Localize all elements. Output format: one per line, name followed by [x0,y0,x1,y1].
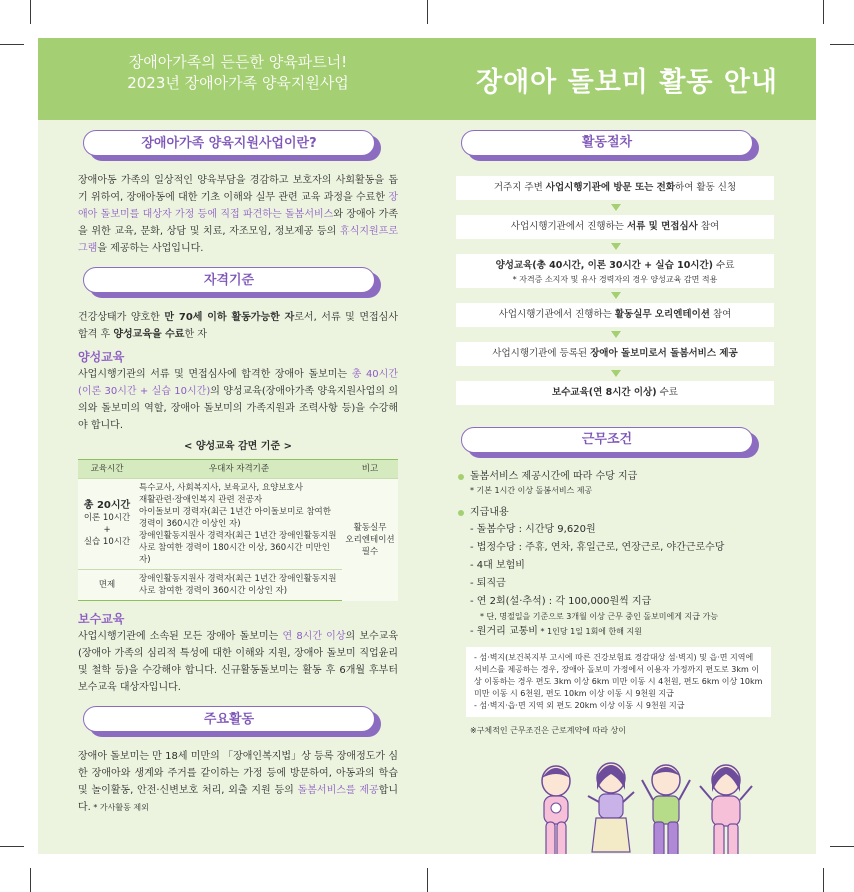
section-title-program [83,130,383,160]
text: 을 제공하는 사업입니다. [97,243,204,254]
hours-detail: 이론 10시간 [83,513,131,523]
pay-item: - 법정수당 : 주휴, 연차, 휴일근로, 연장근로, 야간근로수당 [470,542,725,553]
text: 사업시행기관에서 진행하는 [498,309,615,320]
step-text [499,307,732,323]
step-text [552,385,678,401]
text: 건강상태가 양호한 [78,312,165,323]
bold-text: 장애아 돌보미로서 돌봄서비스 제공 [590,348,738,359]
highlight-text: 휴식지원프로그램 [78,226,398,254]
crop-mark [427,868,428,892]
holiday-note: * 단, 명절일을 기준으로 3개월 이상 근무 중인 돌보미에게 지급 가능 [480,612,718,621]
brochure-page [38,38,816,854]
header-subtitle [38,52,438,94]
crop-mark [830,44,854,45]
note-line: 필수 [361,546,379,557]
travel-detail: - 섬·벽지(보건복지부 고시에 따른 건강보험료 경감대상 섬·벽지) 및 읍·면 지역에 서비스를 제공하는 경우, 장애아 돌보미 가정에서 이용자 가정까지 편도로 3km 이상 이동하는 경우 편도 3km 이상 6km 미만 이동 시 4천원, 편도 6km 이상 10km 미만 이동 시 6천원, 편도 10km 이상 이동 시 9천원 지급 [474,653,763,698]
highlight-text: 연 8시간 이상 [282,631,346,642]
highlight-text: 돌봄서비스를 제공 [297,785,379,796]
highlight-text: 장애아 돌보미를 대상자 가정 등에 직접 파견하는 돌봄서비스 [78,192,398,220]
header-banner [38,38,816,120]
header-subtitle-line1: 장애아가족의 든든한 양육파트너! [128,53,348,71]
table-cell-hours: 면제 [78,570,136,601]
bold-text: 양성교육을 수료 [113,329,185,340]
procedure-step [456,254,774,288]
procedure-steps [456,176,776,405]
down-arrow-icon [611,331,621,338]
bold-text: 사업시행기관에 방문 또는 전화 [545,182,676,193]
refresh-title: 보수교육 [78,612,125,626]
note-line: 활동실무 [353,522,387,533]
contract-note: ※구체적인 근무조건은 근로계약에 따라 상이 [470,726,626,735]
bold-text: 활동실무 오리엔테이션 [614,309,710,320]
bold-text: 서류 및 면접심사 [626,221,698,232]
travel-note: * 1인당 1일 1회에 한해 지원 [537,627,643,636]
condition-note: * 기본 1시간 이상 돌봄서비스 제공 [470,486,593,495]
table-cell-criteria [136,570,342,601]
child-figure [588,763,634,852]
title-box: 자격기준 [83,267,375,293]
text: 장애아 돌보미는 만 18세 미만의 「장애인복지법」상 등록 장애정도가 심한 장애아와 생계와 주거를 같이하는 가정 등에 방문하여, 아동과의 학습 및 놀이활동, 안전·신변보호 처리, 외출 지원 등의 [78,751,398,796]
bold-text: 양성교육(총 40시간, 이론 30시간 + 실습 10시간) [495,259,714,271]
text: 한 자 [184,329,207,340]
step-text [492,346,737,362]
text: 참여 [709,309,732,320]
crop-mark [823,868,824,892]
crop-mark [30,868,31,892]
pay-item: - 돌봄수당 : 시간당 9,620원 [470,524,596,535]
pay-item: - 연 2회(설·추석) : 각 100,000원씩 지급 [470,596,652,607]
bold-text: 보수교육(연 8시간 이상) [552,387,657,398]
section-title-conditions [461,427,761,457]
pay-list [470,521,776,611]
bullet-dot [458,474,464,480]
procedure-step [456,303,774,327]
text: 수료 [713,259,735,271]
condition-text: 지급내용 [470,507,509,518]
right-column [456,130,776,737]
step-text [511,219,719,235]
text: 장애아동 가족의 일상적인 양육부담을 경감하고 보호자의 사회활동을 돕기 위하여, 장애아동에 대한 기초 이해와 실무 관련 교육 과정을 수료한 [78,175,398,203]
children-illustration [526,756,766,854]
criteria-item: 특수교사, 사회복지사, 보육교사, 요양보호사 [139,483,304,493]
condition-item [456,469,776,497]
condition-text: 돌봄서비스 제공시간에 따라 수당 지급 [470,471,638,482]
title-box: 활동절차 [461,130,753,156]
condition-item [456,505,776,641]
text: 사업시행기관에 등록된 [492,348,591,359]
training-description [78,366,398,434]
note-line: 오리엔테이션 [345,534,395,545]
travel-detail: - 섬·벽지·읍·면 지역 외 편도 20km 이상 이동 시 9천원 지급 [474,701,685,710]
criteria-item: 아이돌보미 경력자(최근 1년간 아이돌보미로 참여한 경력이 360시간 이상인 자) [139,507,331,529]
title-box: 장애아가족 양육지원사업이란? [83,130,375,156]
table-cell-hours [78,479,136,570]
text: 로서, 서류 및 면접심사 합격 후 [78,312,399,340]
hours-detail: 실습 10시간 [83,537,131,547]
text: 참여 [697,221,720,232]
section-title-activities [83,706,383,736]
down-arrow-icon [611,243,621,250]
table-cell-note [342,479,398,601]
criteria-item: 재활관련·장애인복지 관련 전공자 [139,495,263,505]
crop-mark [30,0,31,24]
travel-item [470,623,776,641]
table-header-row [78,460,398,479]
down-arrow-icon [611,292,621,299]
procedure-step [456,381,774,405]
training-reduction-table [78,459,398,601]
crop-mark [823,0,824,24]
crop-mark [427,0,428,24]
hours-detail: + [103,525,111,535]
header-subtitle-line2: 2023년 장애아가족 양육지원사업 [127,74,349,92]
text: 사업시행기관의 서류 및 면접심사에 합격한 장애아 돌보미는 [78,369,352,380]
crop-mark [0,44,24,45]
step-text [494,180,736,196]
text: - 원거리 교통비 [470,626,538,637]
section-title-procedure [461,130,761,160]
text: 하여 활동 신청 [675,182,737,193]
criteria-item: 장애인활동지원사 경력자(최근 1년간 장애인활동지원사로 참여한 경력이 360시간 이상인 자) [139,574,337,596]
table-header: 교육시간 [78,460,136,479]
training-title: 양성교육 [78,350,125,364]
program-description [78,172,398,257]
text: 거주지 주변 [493,182,546,193]
table-header: 비고 [342,460,398,479]
left-column [78,130,398,826]
table-caption: < 양성교육 감면 기준 > [184,441,292,452]
hours-total: 총 20시간 [83,500,131,511]
section-title-qualification [83,267,383,297]
qualification-description [78,309,398,343]
procedure-step [456,215,774,239]
text: 의 양성교육(장애아가족 양육지원사업의 의의와 돌보미의 역할, 장애아 돌보미의 가족지원과 조력사항 등)을 수강해야 합니다. [78,386,398,431]
child-figure [642,765,690,854]
text: 사업시행기관에서 진행하는 [510,221,627,232]
highlight-text: 총 40시간 (이론 30시간 + 실습 10시간) [78,369,398,397]
table-header: 우대자 자격기준 [136,460,342,479]
footnote-text: * 가사활동 제외 [90,803,149,812]
text: 합니다. [78,785,398,813]
criteria-item: 장애인활동지원사 경력자(최근 1년간 장애인활동지원사로 참여한 경력이 180시간 이상, 360시간 미만인 자) [139,531,337,565]
text: 와 장애아 가족을 위한 교육, 문화, 상담 및 치료, 자조모임, 정보제공 등의 [78,209,398,237]
child-figure [700,765,752,854]
step-note: * 자격증 소지자 및 유사 경력자의 경우 양성교육 감면 적용 [512,274,718,284]
bold-text: 만 70세 이하 활동가능한 자 [164,312,295,323]
child-figure [542,766,570,854]
pay-item: - 퇴직금 [470,578,506,589]
title-box: 주요활동 [83,706,375,732]
down-arrow-icon [611,370,621,377]
text: 사업시행기관에 소속된 모든 장애아 돌보미는 [78,631,283,642]
title-box: 근무조건 [461,427,753,453]
text: 의 보수교육(장애아 가족의 심리적 특성에 대한 이해와 지원, 장애아 돌보미 직업윤리 및 철학 등)을 수강해야 합니다. 신규활동돌보미는 활동 후 6개월 후부터 보수교육 대상자입니다. [78,631,399,693]
travel-detail-box [466,647,771,717]
refresh-description [78,628,398,696]
procedure-step [456,342,774,366]
crop-mark [0,846,24,847]
step-text [496,258,735,274]
bullet-dot [458,510,464,516]
procedure-step [456,176,774,200]
table-cell-criteria [136,479,342,570]
text: 수료 [656,387,678,398]
work-conditions [456,469,776,737]
crop-mark [830,846,854,847]
activities-description [78,748,398,816]
down-arrow-icon [611,204,621,211]
header-title: 장애아 돌보미 활동 안내 [475,66,779,98]
table-row [78,479,398,570]
pay-item: - 4대 보험비 [470,560,525,571]
